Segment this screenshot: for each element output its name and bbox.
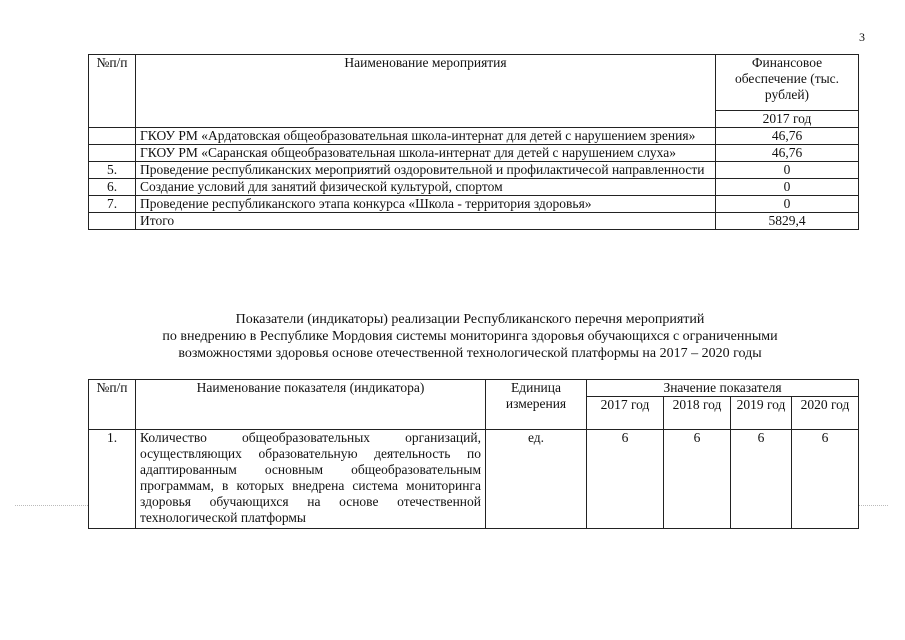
- scan-artifact-dots: [858, 505, 888, 506]
- row-value: 0: [716, 162, 859, 179]
- scan-artifact-dots: [15, 505, 88, 506]
- indicators-table: [88, 379, 859, 529]
- value-2017: 6: [587, 430, 664, 529]
- header-value: Значение показателя: [587, 380, 859, 397]
- row-num: 1.: [89, 430, 136, 529]
- header-year-2020: 2020 год: [792, 397, 859, 430]
- table-header-row: [89, 380, 859, 397]
- total-value: 5829,4: [716, 213, 859, 230]
- row-name: Создание условий для занятий физической культурой, спортом: [136, 179, 716, 196]
- value-2018: 6: [664, 430, 731, 529]
- row-num: [89, 145, 136, 162]
- header-name: Наименование мероприятия: [136, 55, 716, 128]
- header-num: №п/п: [89, 380, 136, 430]
- row-name: ГКОУ РМ «Саранская общеобразовательная школа-интернат для детей с нарушением слуха»: [136, 145, 716, 162]
- total-label: Итого: [136, 213, 716, 230]
- table-row: [89, 145, 859, 162]
- row-value: 0: [716, 196, 859, 213]
- total-row: [89, 213, 859, 230]
- row-name: Проведение республиканского этапа конкурса «Школа - территория здоровья»: [136, 196, 716, 213]
- table-row: [89, 430, 859, 529]
- table-row: [89, 128, 859, 145]
- row-num: 7.: [89, 196, 136, 213]
- table-row: [89, 196, 859, 213]
- header-unit: Единица измерения: [486, 380, 587, 430]
- row-name: Количество общеобразовательных организаций, осуществляющих образовательную деятельность по адаптированным основным общеобразовательным программам, в которых внедрена система мониторинга здоровья обучающихся на основе отечественной технологической платформы: [136, 430, 486, 529]
- value-2019: 6: [731, 430, 792, 529]
- row-value: 46,76: [716, 145, 859, 162]
- table-row: [89, 162, 859, 179]
- header-year-2019: 2019 год: [731, 397, 792, 430]
- row-num: 5.: [89, 162, 136, 179]
- value-2020: 6: [792, 430, 859, 529]
- header-year: 2017 год: [716, 111, 859, 128]
- indicators-heading: [150, 311, 790, 362]
- row-num: 6.: [89, 179, 136, 196]
- page-number: 3: [859, 30, 865, 44]
- header-year-2018: 2018 год: [664, 397, 731, 430]
- row-value: 46,76: [716, 128, 859, 145]
- header-num: №п/п: [89, 55, 136, 128]
- row-num: [89, 128, 136, 145]
- heading-line: Показатели (индикаторы) реализации Республиканского перечня мероприятий: [235, 312, 705, 327]
- financing-table: [88, 54, 859, 230]
- row-name: Проведение республиканских мероприятий оздоровительной и профилактичесой направленности: [136, 162, 716, 179]
- row-unit: ед.: [486, 430, 587, 529]
- row-name: ГКОУ РМ «Ардатовская общеобразовательная школа-интернат для детей с нарушением зрения»: [136, 128, 716, 145]
- table-row: [89, 179, 859, 196]
- header-finance: Финансовое обеспечение (тыс. рублей): [716, 55, 859, 111]
- heading-line: возможностями здоровья основе отечественной технологической платформы на 2017 – 2020 годы: [178, 346, 762, 361]
- header-year-2017: 2017 год: [587, 397, 664, 430]
- row-num: [89, 213, 136, 230]
- header-name: Наименование показателя (индикатора): [136, 380, 486, 430]
- table-header-row: [89, 55, 859, 111]
- row-value: 0: [716, 179, 859, 196]
- heading-line: по внедрению в Республике Мордовия системы мониторинга здоровья обучающихся с ограниченными: [162, 329, 778, 344]
